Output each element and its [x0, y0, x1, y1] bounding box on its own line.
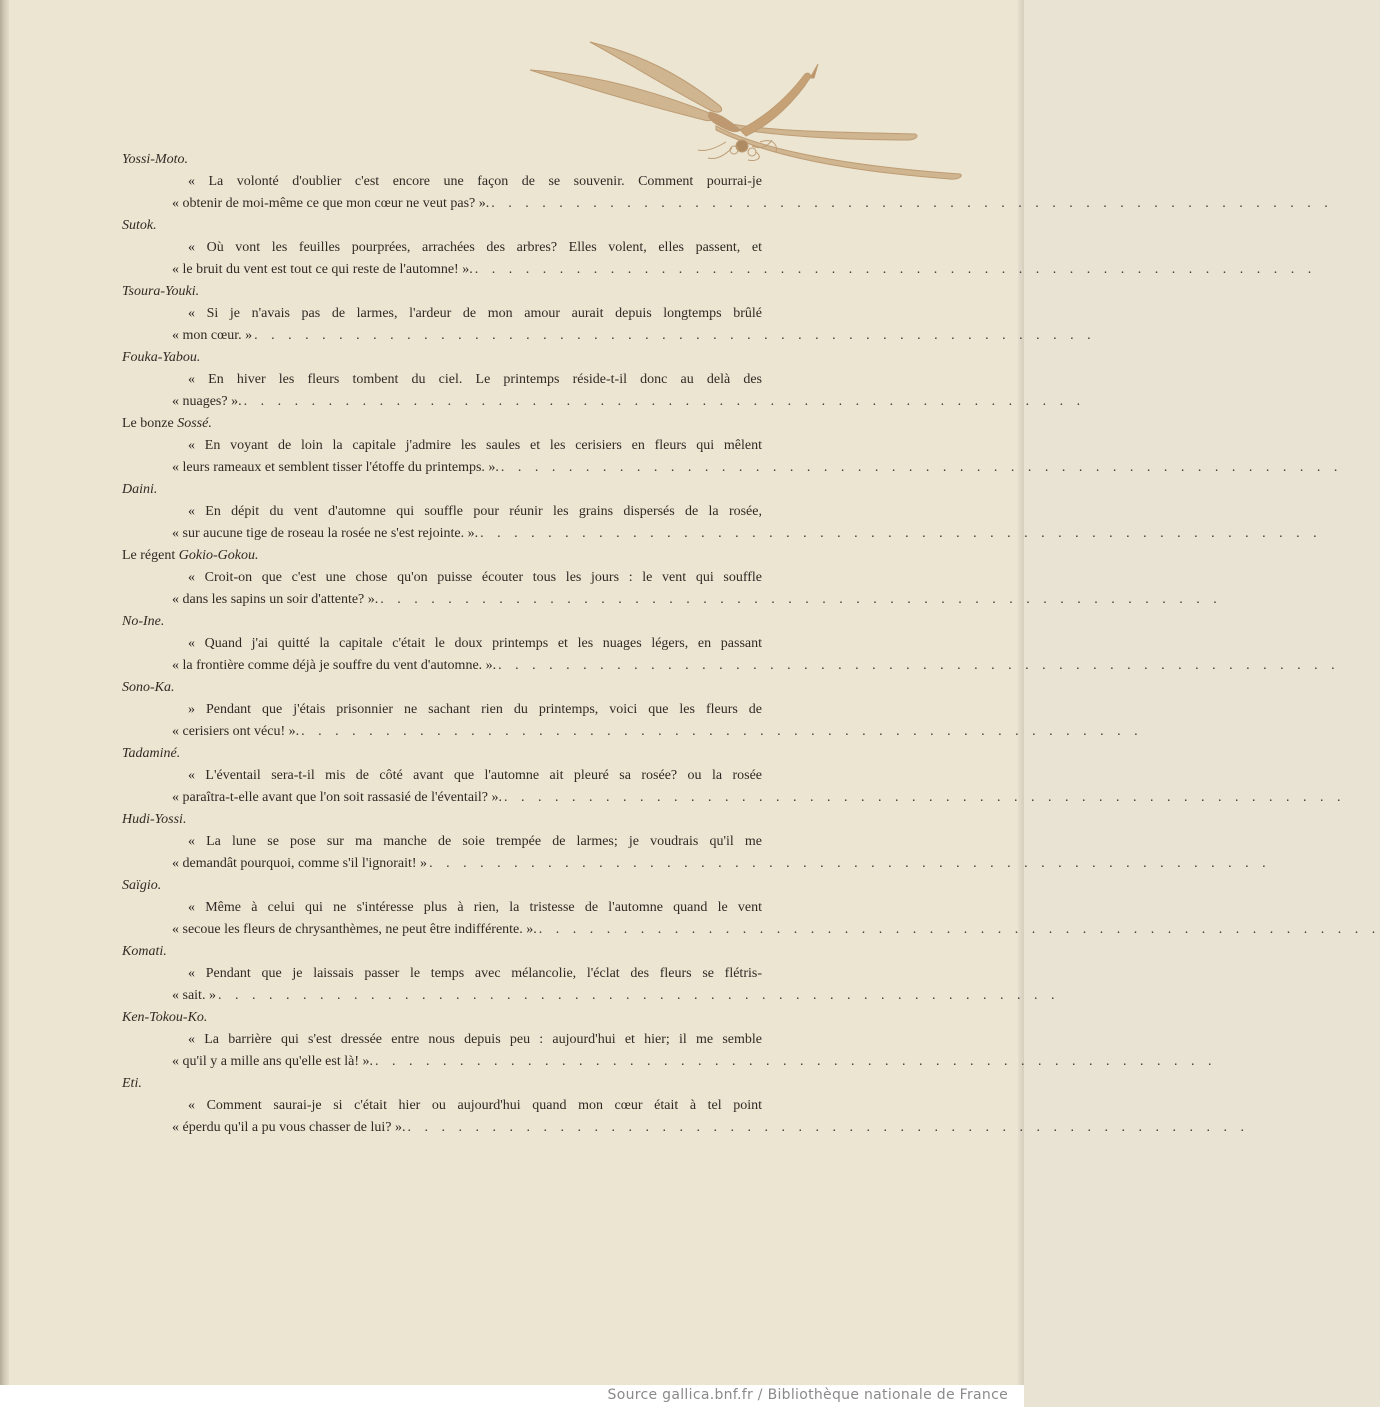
poem-text: « En hiver les fleurs tombent du ciel. Le printemps réside-t-il donc au delà des — [188, 372, 762, 387]
poem-text: « sur aucune tige de roseau la rosée ne s'est rejointe. ». — [172, 526, 479, 541]
dot-leader: . . . . . . . . . . . . . . . . . . . . . . . . . . . . . . . . . . . . . . . . . . . . . . . . . . — [301, 724, 1143, 739]
poem-line-2 — [122, 787, 1346, 809]
author-name: Hudi-Yossi. — [122, 812, 187, 827]
author-name: Tadaminé. — [122, 746, 181, 761]
poem-author — [122, 809, 762, 831]
poem-line-1 — [122, 765, 762, 787]
poem-line-2 — [122, 1117, 1249, 1139]
poem-line-1 — [122, 567, 762, 589]
dot-leader: . . . . . . . . . . . . . . . . . . . . . . . . . . . . . . . . . . . . . . . . . . . . . . . . . . — [380, 592, 1222, 607]
poem-line-2 — [122, 259, 1317, 281]
dot-leader: . . . . . . . . . . . . . . . . . . . . . . . . . . . . . . . . . . . . . . . . . . . . . . . . . . — [474, 262, 1317, 277]
poem-line-2 — [122, 721, 1143, 743]
poem-entry — [122, 215, 1317, 281]
poem-text: « En dépit du vent d'automne qui souffle pour réunir les grains dispersés de la rosée, — [188, 504, 762, 519]
poem-entry — [122, 545, 1222, 611]
poem-author — [122, 215, 762, 237]
poem-line-2 — [122, 391, 1086, 413]
poem-text: « nuages? ». — [172, 394, 242, 409]
poem-entry — [122, 413, 1343, 479]
poem-text: « La volonté d'oublier c'est encore une façon de se souvenir. Comment pourrai-je — [188, 174, 762, 189]
poem-author — [122, 941, 762, 963]
author-name: Gokio-Gokou. — [178, 548, 259, 563]
poem-line-2 — [122, 1051, 1217, 1073]
poem-text: « éperdu qu'il a pu vous chasser de lui? ». — [172, 1120, 406, 1135]
poem-entry — [122, 743, 1346, 809]
poem-text: « L'éventail sera-t-il mis de côté avant que l'automne ait pleuré sa rosée? ou la rosée — [188, 768, 762, 783]
poem-entry — [122, 479, 1322, 545]
poem-line-1 — [122, 369, 762, 391]
poem-line-1 — [122, 435, 762, 457]
dot-leader: . . . . . . . . . . . . . . . . . . . . . . . . . . . . . . . . . . . . . . . . . . . . . . . . . . — [491, 196, 1333, 211]
author-name: Fouka-Yabou. — [122, 350, 201, 365]
poem-text: « obtenir de moi-même ce que mon cœur ne veut pas? ». — [172, 196, 490, 211]
poem-line-2 — [122, 853, 1271, 875]
poem-text: « le bruit du vent est tout ce qui reste de l'automne! ». — [172, 262, 473, 277]
poem-text: « leurs rameaux et semblent tisser l'étoffe du printemps. ». — [172, 460, 499, 475]
poem-author — [122, 875, 762, 897]
poem-author — [122, 1073, 762, 1095]
poem-text: « mon cœur. » — [172, 328, 253, 343]
poem-line-2 — [122, 193, 1333, 215]
poem-author — [122, 281, 762, 303]
poem-entry — [122, 875, 1380, 941]
author-name: Sono-Ka. — [122, 680, 175, 695]
footer-bar — [0, 1385, 1024, 1407]
poem-line-1 — [122, 237, 762, 259]
author-title: Le bonze — [122, 416, 178, 431]
author-name: Saïgio. — [122, 878, 162, 893]
poem-text: « En voyant de loin la capitale j'admire les saules et les cerisiers en fleurs qui mêlent — [188, 438, 762, 453]
author-name: Yossi-Moto. — [122, 152, 189, 167]
poem-text: « la frontière comme déjà je souffre du vent d'automne. ». — [172, 658, 497, 673]
author-name: Tsoura-Youki. — [122, 284, 200, 299]
poem-author — [122, 743, 762, 765]
poem-author — [122, 545, 762, 567]
poem-author — [122, 1007, 762, 1029]
poem-line-1 — [122, 699, 762, 721]
poem-text: « qu'il y a mille ans qu'elle est là! ». — [172, 1054, 373, 1069]
poem-entry — [122, 1007, 1217, 1073]
author-title: Le régent — [122, 548, 179, 563]
poem-line-2 — [122, 589, 1222, 611]
author-name: Komati. — [122, 944, 167, 959]
poem-line-1 — [122, 963, 762, 985]
poem-entry — [122, 281, 1096, 347]
poem-line-1 — [122, 303, 762, 325]
dot-leader: . . . . . . . . . . . . . . . . . . . . . . . . . . . . . . . . . . . . . . . . . . . . . . . . . . — [407, 1120, 1249, 1135]
dot-leader: . . . . . . . . . . . . . . . . . . . . . . . . . . . . . . . . . . . . . . . . . . . . . . . . . . — [480, 526, 1322, 541]
poem-line-2 — [122, 523, 1322, 545]
poem-author — [122, 479, 762, 501]
poem-line-1 — [122, 171, 762, 193]
poem-text: « dans les sapins un soir d'attente? ». — [172, 592, 379, 607]
poem-line-2 — [122, 457, 1343, 479]
poem-line-1 — [122, 897, 762, 919]
poem-text: « sait. » — [172, 988, 216, 1003]
poem-text: » Pendant que j'étais prisonnier ne sachant rien du printemps, voici que les fleurs de — [188, 702, 762, 717]
dot-leader: . . . . . . . . . . . . . . . . . . . . . . . . . . . . . . . . . . . . . . . . . . . . . . . . . . — [375, 1054, 1217, 1069]
poem-text: « Même à celui qui ne s'intéresse plus à rien, la tristesse de l'automne quand le vent — [188, 900, 762, 915]
author-name: Daini. — [122, 482, 158, 497]
poem-line-1 — [122, 1095, 762, 1117]
poem-text: « Si je n'avais pas de larmes, l'ardeur de mon amour aurait depuis longtemps brûlé — [188, 306, 762, 321]
poem-line-1 — [122, 1029, 762, 1051]
dot-leader: . . . . . . . . . . . . . . . . . . . . . . . . . . . . . . . . . . . . . . . . . . . . . . . . . . — [498, 658, 1340, 673]
author-name: Sutok. — [122, 218, 157, 233]
poem-text: « cerisiers ont vécu! ». — [172, 724, 300, 739]
poem-author — [122, 347, 762, 369]
poem-text: « Comment saurai-je si c'était hier ou aujourd'hui quand mon cœur était à tel point — [188, 1098, 762, 1113]
poem-author — [122, 413, 762, 435]
poem-entry — [122, 677, 1143, 743]
poem-text: « paraîtra-t-elle avant que l'on soit rassasié de l'éventail? ». — [172, 790, 503, 805]
poem-author — [122, 611, 762, 633]
poem-line-2 — [122, 919, 1380, 941]
poem-text: « demandât pourquoi, comme s'il l'ignorait! » — [172, 856, 428, 871]
poem-line-1 — [122, 633, 762, 655]
poem-entry — [122, 611, 1340, 677]
poem-text: « secoue les fleurs de chrysanthèmes, ne peut être indifférente. ». — [172, 922, 537, 937]
poem-line-1 — [122, 501, 762, 523]
dot-leader: . . . . . . . . . . . . . . . . . . . . . . . . . . . . . . . . . . . . . . . . . . . . . . . . . . — [504, 790, 1346, 805]
poem-line-2 — [122, 325, 1096, 347]
poem-text: « La lune se pose sur ma manche de soie trempée de larmes; je voudrais qu'il me — [188, 834, 762, 849]
author-name: Sossé. — [177, 416, 212, 431]
poem-text: « Où vont les feuilles pourprées, arrachées des arbres? Elles volent, elles passent, et — [188, 240, 762, 255]
poem-author — [122, 677, 762, 699]
poem-entry — [122, 149, 1333, 215]
poem-text: « Pendant que je laissais passer le temps avec mélancolie, l'éclat des fleurs se flétris- — [188, 966, 762, 981]
poem-text: « La barrière qui s'est dressée entre nous depuis peu : aujourd'hui et hier; il me semble — [188, 1032, 762, 1047]
poem-line-1 — [122, 831, 762, 853]
poem-line-2 — [122, 985, 1060, 1007]
poem-author — [122, 149, 762, 171]
poem-entry — [122, 809, 1271, 875]
author-name: Ken-Tokou-Ko. — [122, 1010, 208, 1025]
poem-text: « Croit-on que c'est une chose qu'on puisse écouter tous les jours : le vent qui souffle — [188, 570, 762, 585]
dot-leader: . . . . . . . . . . . . . . . . . . . . . . . . . . . . . . . . . . . . . . . . . . . . . . . . . . — [217, 988, 1060, 1003]
source-credit: Source gallica.bnf.fr / Bibliothèque nationale de France — [607, 1387, 1008, 1403]
poem-list — [122, 149, 1380, 1139]
dot-leader: . . . . . . . . . . . . . . . . . . . . . . . . . . . . . . . . . . . . . . . . . . . . . . . . . . — [254, 328, 1096, 343]
dot-leader: . . . . . . . . . . . . . . . . . . . . . . . . . . . . . . . . . . . . . . . . . . . . . . . . . . — [500, 460, 1343, 475]
poem-entry — [122, 347, 1086, 413]
poem-text: « Quand j'ai quitté la capitale c'était le doux printemps et les nuages légers, en passant — [188, 636, 762, 651]
dot-leader: . . . . . . . . . . . . . . . . . . . . . . . . . . . . . . . . . . . . . . . . . . . . . . . . . . — [429, 856, 1271, 871]
poem-entry — [122, 941, 1060, 1007]
poem-line-2 — [122, 655, 1340, 677]
dot-leader: . . . . . . . . . . . . . . . . . . . . . . . . . . . . . . . . . . . . . . . . . . . . . . . . . . — [538, 922, 1380, 937]
poem-entry — [122, 1073, 1249, 1139]
dot-leader: . . . . . . . . . . . . . . . . . . . . . . . . . . . . . . . . . . . . . . . . . . . . . . . . . . — [243, 394, 1086, 409]
author-name: No-Ine. — [122, 614, 165, 629]
page-edge — [0, 0, 9, 1385]
author-name: Eti. — [122, 1076, 142, 1091]
